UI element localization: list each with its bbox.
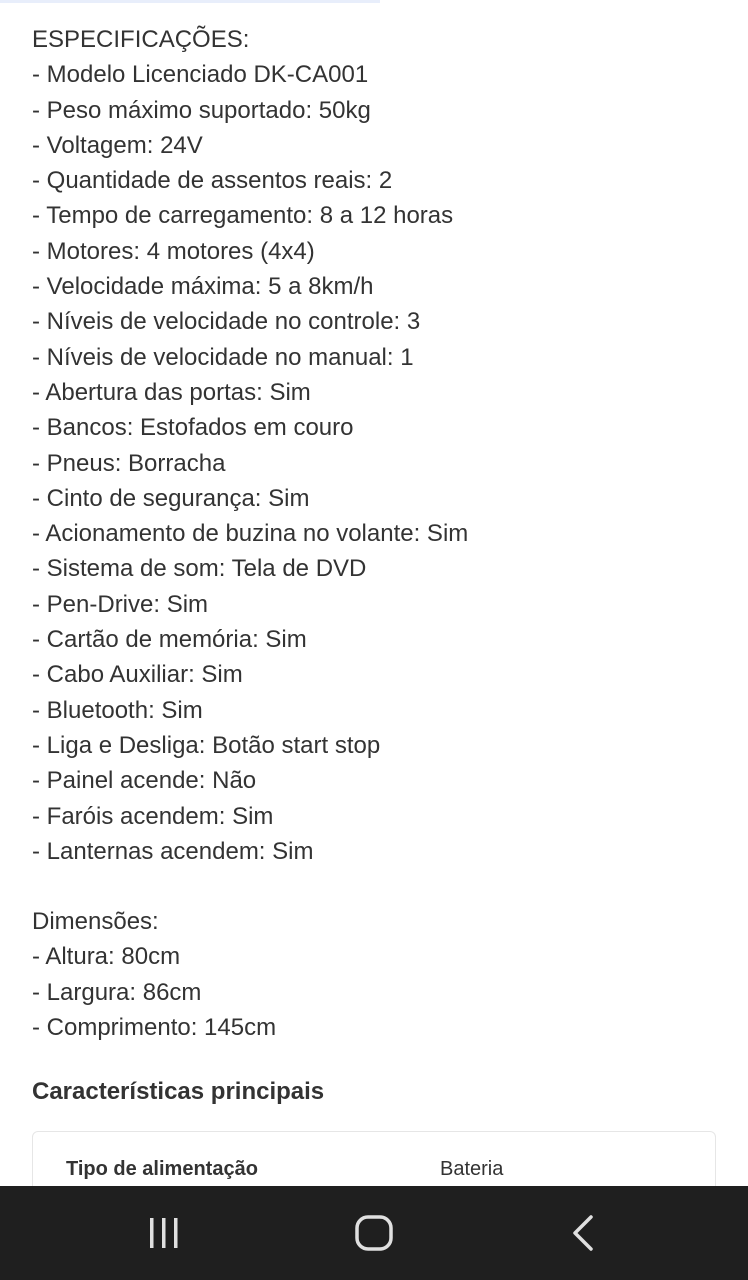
- scroll-indicator: [0, 0, 380, 3]
- spec-item: - Cartão de memória: Sim: [32, 626, 307, 654]
- spec-item: - Liga e Desliga: Botão start stop: [32, 731, 381, 759]
- spec-item: - Velocidade máxima: 5 a 8km/h: [32, 273, 374, 301]
- spec-item: - Motores: 4 motores (4x4): [32, 237, 315, 265]
- dimension-item: - Altura: 80cm: [32, 943, 181, 971]
- dimension-item: - Comprimento: 145cm: [32, 1014, 277, 1042]
- paragraph-gap: [32, 869, 728, 904]
- recent-apps-button[interactable]: [104, 1186, 224, 1280]
- spec-item: - Quantidade de assentos reais: 2: [32, 167, 393, 195]
- system-navigation-bar: [0, 1186, 748, 1280]
- dimensions-heading: Dimensões:: [32, 908, 159, 936]
- description-text: [32, 22, 728, 1045]
- home-icon: [352, 1211, 396, 1255]
- spec-item: - Bancos: Estofados em couro: [32, 414, 354, 442]
- spec-item: - Cinto de segurança: Sim: [32, 484, 310, 512]
- spec-item: - Tempo de carregamento: 8 a 12 horas: [32, 202, 454, 230]
- home-button[interactable]: [314, 1186, 434, 1280]
- spec-item: - Acionamento de buzina no volante: Sim: [32, 520, 469, 548]
- spec-item: - Abertura das portas: Sim: [32, 378, 311, 406]
- spec-item: - Peso máximo suportado: 50kg: [32, 96, 371, 124]
- spec-item: - Níveis de velocidade no manual: 1: [32, 343, 414, 371]
- spec-item: - Lanternas acendem: Sim: [32, 837, 314, 865]
- spec-item: - Pen-Drive: Sim: [32, 590, 209, 618]
- spec-item: - Pneus: Borracha: [32, 449, 226, 477]
- table-row: [33, 1158, 715, 1188]
- recent-apps-icon: [144, 1213, 184, 1253]
- spec-item: - Cabo Auxiliar: Sim: [32, 661, 243, 689]
- table-cell-value: Bateria: [440, 1158, 504, 1180]
- spec-item: - Modelo Licenciado DK-CA001: [32, 61, 369, 89]
- spec-item: - Sistema de som: Tela de DVD: [32, 555, 367, 583]
- spec-item: - Painel acende: Não: [32, 767, 257, 795]
- spec-item: - Voltagem: 24V: [32, 131, 203, 159]
- dimension-item: - Largura: 86cm: [32, 978, 202, 1006]
- specs-heading: ESPECIFICAÇÕES:: [32, 26, 250, 53]
- back-icon: [564, 1213, 604, 1253]
- spec-item: - Faróis acendem: Sim: [32, 802, 274, 830]
- spec-item: - Níveis de velocidade no controle: 3: [32, 308, 421, 336]
- spec-item: - Bluetooth: Sim: [32, 696, 203, 724]
- characteristics-title: Características principais: [32, 1078, 325, 1105]
- back-button[interactable]: [524, 1186, 644, 1280]
- table-cell-key: Tipo de alimentação: [66, 1158, 258, 1180]
